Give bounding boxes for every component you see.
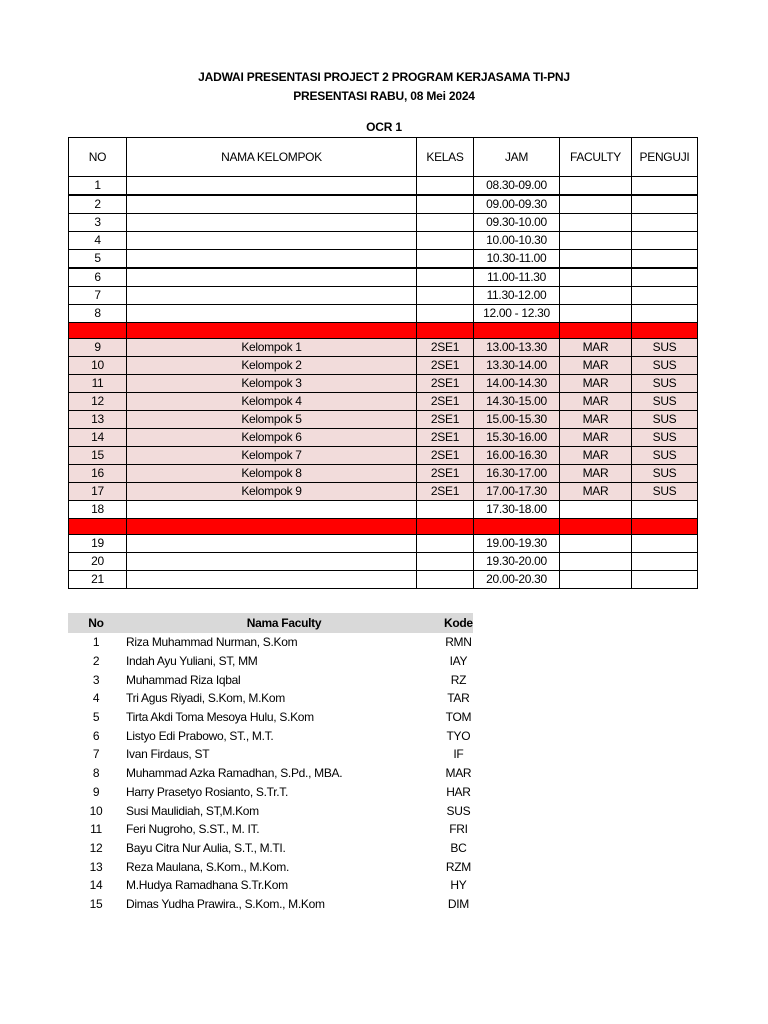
faculty-cell-kode: HY <box>450 878 467 893</box>
cell-no: 19 <box>69 535 127 553</box>
cell-nama: Kelompok 8 <box>127 465 417 483</box>
faculty-cell-nama: Dimas Yudha Prawira., S.Kom., M.Kom <box>126 896 325 911</box>
cell-nama <box>127 305 417 323</box>
cell-nama: Kelompok 2 <box>127 357 417 375</box>
schedule-row <box>69 501 698 519</box>
faculty-cell-kode: BC <box>450 840 467 855</box>
break-cell <box>127 519 417 535</box>
faculty-cell-kode: MAR <box>445 766 472 781</box>
cell-no: 13 <box>69 411 127 429</box>
cell-no: 11 <box>69 375 127 393</box>
break-cell <box>632 519 698 535</box>
cell-faculty: MAR <box>560 339 632 357</box>
faculty-cell-nama: Listyo Edi Prabowo, ST., M.T. <box>126 728 274 743</box>
cell-no: 8 <box>69 305 127 323</box>
cell-jam: 16.30-17.00 <box>474 465 560 483</box>
faculty-row <box>68 745 473 764</box>
cell-faculty <box>560 571 632 589</box>
cell-penguji: SUS <box>632 465 698 483</box>
cell-jam: 12.00 - 12.30 <box>474 305 560 323</box>
cell-nama: Kelompok 5 <box>127 411 417 429</box>
cell-nama: Kelompok 7 <box>127 447 417 465</box>
cell-nama <box>127 553 417 571</box>
faculty-row <box>68 801 473 820</box>
cell-penguji: SUS <box>632 375 698 393</box>
faculty-cell-no: 11 <box>90 822 102 837</box>
cell-jam: 11.00-11.30 <box>474 268 560 287</box>
faculty-cell-nama: Indah Ayu Yuliani, ST, MM <box>126 654 258 669</box>
cell-nama <box>127 195 417 214</box>
faculty-cell-kode: RMN <box>445 635 472 650</box>
faculty-cell-kode: RZM <box>445 859 471 874</box>
faculty-row <box>68 839 473 858</box>
cell-jam: 10.00-10.30 <box>474 232 560 250</box>
cell-kelas <box>417 553 474 571</box>
fac-col-header-kode: Kode <box>444 613 473 633</box>
schedule-row <box>69 268 698 287</box>
cell-nama <box>127 571 417 589</box>
cell-penguji <box>632 501 698 519</box>
cell-jam: 19.30-20.00 <box>474 553 560 571</box>
schedule-row <box>69 287 698 305</box>
schedule-row <box>69 232 698 250</box>
cell-faculty <box>560 177 632 196</box>
cell-jam: 08.30-09.00 <box>474 177 560 196</box>
cell-kelas: 2SE1 <box>417 357 474 375</box>
cell-no: 12 <box>69 393 127 411</box>
faculty-body <box>68 633 473 913</box>
schedule-row <box>69 339 698 357</box>
schedule-row <box>69 375 698 393</box>
fac-col-header-nama: Nama Faculty <box>124 613 444 633</box>
break-cell <box>417 323 474 339</box>
cell-kelas: 2SE1 <box>417 465 474 483</box>
cell-jam: 13.00-13.30 <box>474 339 560 357</box>
faculty-cell-nama: Bayu Citra Nur Aulia, S.T., M.TI. <box>126 840 286 855</box>
faculty-cell-nama: Harry Prasetyo Rosianto, S.Tr.T. <box>126 784 289 799</box>
cell-nama: Kelompok 9 <box>127 483 417 501</box>
cell-jam: 09.30-10.00 <box>474 214 560 232</box>
cell-no: 10 <box>69 357 127 375</box>
col-header-nama-kelompok: NAMA KELOMPOK <box>127 138 417 177</box>
cell-faculty <box>560 250 632 269</box>
faculty-cell-no: 14 <box>89 878 103 893</box>
cell-no: 16 <box>69 465 127 483</box>
faculty-row <box>68 689 473 708</box>
faculty-cell-no: 4 <box>92 691 100 706</box>
cell-kelas: 2SE1 <box>417 375 474 393</box>
cell-nama <box>127 287 417 305</box>
faculty-cell-kode: TAR <box>447 691 470 706</box>
faculty-cell-no: 2 <box>92 654 100 669</box>
cell-penguji: SUS <box>632 429 698 447</box>
faculty-row <box>68 652 473 671</box>
cell-no: 18 <box>69 501 127 519</box>
cell-no: 2 <box>69 195 127 214</box>
cell-nama <box>127 250 417 269</box>
section-label: OCR 1 <box>366 120 402 134</box>
cell-kelas: 2SE1 <box>417 447 474 465</box>
cell-nama: Kelompok 1 <box>127 339 417 357</box>
schedule-row <box>69 195 698 214</box>
cell-nama <box>127 232 417 250</box>
cell-penguji: SUS <box>632 447 698 465</box>
cell-no: 17 <box>69 483 127 501</box>
faculty-cell-no: 15 <box>89 896 103 911</box>
cell-faculty: MAR <box>560 375 632 393</box>
cell-kelas <box>417 214 474 232</box>
cell-kelas <box>417 305 474 323</box>
cell-penguji <box>632 571 698 589</box>
faculty-cell-kode: FRI <box>449 822 468 837</box>
faculty-cell-nama: Susi Maulidiah, ST,M.Kom <box>126 803 259 818</box>
break-cell <box>632 323 698 339</box>
cell-faculty <box>560 268 632 287</box>
cell-nama <box>127 177 417 196</box>
faculty-cell-kode: HAR <box>446 784 471 799</box>
cell-jam: 17.30-18.00 <box>474 501 560 519</box>
break-cell <box>474 519 560 535</box>
faculty-cell-nama: Feri Nugroho, S.ST., M. IT. <box>126 822 260 837</box>
cell-jam: 15.00-15.30 <box>474 411 560 429</box>
col-header-faculty: FACULTY <box>560 138 632 177</box>
cell-no: 3 <box>69 214 127 232</box>
cell-kelas <box>417 501 474 519</box>
faculty-cell-no: 8 <box>92 766 100 781</box>
cell-jam: 19.00-19.30 <box>474 535 560 553</box>
cell-kelas: 2SE1 <box>417 339 474 357</box>
faculty-row <box>68 708 473 727</box>
cell-jam: 10.30-11.00 <box>474 250 560 269</box>
schedule-row <box>69 553 698 571</box>
cell-no: 20 <box>69 553 127 571</box>
cell-faculty: MAR <box>560 429 632 447</box>
schedule-row <box>69 214 698 232</box>
faculty-cell-nama: Muhammad Riza Iqbal <box>126 672 241 687</box>
schedule-row <box>69 483 698 501</box>
cell-nama <box>127 501 417 519</box>
cell-faculty: MAR <box>560 411 632 429</box>
cell-nama <box>127 214 417 232</box>
faculty-cell-nama: Tri Agus Riyadi, S.Kom, M.Kom <box>126 691 285 706</box>
break-cell <box>69 323 127 339</box>
faculty-cell-kode: TOM <box>445 710 472 725</box>
faculty-cell-no: 10 <box>89 803 103 818</box>
schedule-row <box>69 411 698 429</box>
cell-penguji: SUS <box>632 483 698 501</box>
break-cell <box>560 323 632 339</box>
cell-no: 9 <box>69 339 127 357</box>
break-cell <box>417 519 474 535</box>
cell-penguji <box>632 287 698 305</box>
faculty-row <box>68 633 473 652</box>
faculty-cell-nama: M.Hudya Ramadhana S.Tr.Kom <box>126 878 288 893</box>
cell-kelas: 2SE1 <box>417 411 474 429</box>
faculty-cell-nama: Tirta Akdi Toma Mesoya Hulu, S.Kom <box>126 710 314 725</box>
cell-jam: 14.30-15.00 <box>474 393 560 411</box>
faculty-cell-no: 5 <box>92 710 100 725</box>
fac-col-header-no: No <box>68 613 124 633</box>
faculty-row <box>68 876 473 895</box>
cell-kelas <box>417 250 474 269</box>
cell-penguji <box>632 195 698 214</box>
cell-penguji <box>632 535 698 553</box>
cell-kelas <box>417 195 474 214</box>
cell-penguji: SUS <box>632 393 698 411</box>
cell-penguji <box>632 250 698 269</box>
faculty-cell-no: 3 <box>92 672 100 687</box>
cell-faculty <box>560 287 632 305</box>
col-header-kelas: KELAS <box>417 138 474 177</box>
faculty-row <box>68 670 473 689</box>
cell-penguji <box>632 214 698 232</box>
schedule-row <box>69 177 698 196</box>
cell-faculty: MAR <box>560 483 632 501</box>
faculty-row <box>68 895 473 914</box>
cell-kelas <box>417 571 474 589</box>
cell-faculty: MAR <box>560 447 632 465</box>
break-row <box>69 519 698 535</box>
cell-penguji: SUS <box>632 339 698 357</box>
faculty-cell-kode: RZ <box>450 672 467 687</box>
cell-faculty <box>560 232 632 250</box>
cell-penguji: SUS <box>632 411 698 429</box>
cell-kelas: 2SE1 <box>417 483 474 501</box>
cell-faculty <box>560 535 632 553</box>
faculty-cell-kode: IF <box>453 747 464 762</box>
schedule-row <box>69 447 698 465</box>
cell-jam: 14.00-14.30 <box>474 375 560 393</box>
break-row <box>69 323 698 339</box>
cell-penguji <box>632 268 698 287</box>
cell-nama: Kelompok 4 <box>127 393 417 411</box>
cell-penguji <box>632 232 698 250</box>
faculty-cell-no: 9 <box>92 784 100 799</box>
faculty-cell-no: 13 <box>89 859 103 874</box>
cell-kelas <box>417 232 474 250</box>
schedule-row <box>69 571 698 589</box>
faculty-cell-no: 12 <box>89 840 103 855</box>
faculty-row <box>68 764 473 783</box>
cell-jam: 13.30-14.00 <box>474 357 560 375</box>
cell-penguji <box>632 553 698 571</box>
cell-no: 5 <box>69 250 127 269</box>
col-header-jam: JAM <box>474 138 560 177</box>
cell-nama <box>127 535 417 553</box>
schedule-row <box>69 465 698 483</box>
cell-jam: 11.30-12.00 <box>474 287 560 305</box>
cell-no: 15 <box>69 447 127 465</box>
break-cell <box>560 519 632 535</box>
faculty-cell-nama: Muhammad Azka Ramadhan, S.Pd., MBA. <box>126 766 343 781</box>
cell-no: 1 <box>69 177 127 196</box>
cell-penguji <box>632 305 698 323</box>
schedule-row <box>69 429 698 447</box>
faculty-cell-no: 6 <box>92 728 100 743</box>
faculty-cell-nama: Reza Maulana, S.Kom., M.Kom. <box>126 859 289 874</box>
schedule-row <box>69 250 698 269</box>
cell-penguji: SUS <box>632 357 698 375</box>
faculty-cell-kode: IAY <box>449 654 468 669</box>
cell-no: 14 <box>69 429 127 447</box>
break-cell <box>127 323 417 339</box>
faculty-cell-nama: Ivan Firdaus, ST <box>126 747 210 762</box>
cell-nama <box>127 268 417 287</box>
schedule-table <box>68 137 698 589</box>
faculty-header-row <box>68 613 473 633</box>
schedule-body <box>69 177 698 589</box>
cell-jam: 17.00-17.30 <box>474 483 560 501</box>
cell-faculty: MAR <box>560 393 632 411</box>
faculty-cell-kode: DIM <box>447 896 469 911</box>
document-subtitle: PRESENTASI RABU, 08 Mei 2024 <box>293 89 475 103</box>
cell-faculty <box>560 553 632 571</box>
cell-kelas: 2SE1 <box>417 429 474 447</box>
cell-faculty: MAR <box>560 357 632 375</box>
faculty-row <box>68 783 473 802</box>
faculty-table <box>68 613 473 913</box>
cell-faculty <box>560 305 632 323</box>
cell-jam: 20.00-20.30 <box>474 571 560 589</box>
schedule-header-row <box>69 138 698 177</box>
cell-kelas <box>417 535 474 553</box>
cell-jam: 16.00-16.30 <box>474 447 560 465</box>
faculty-cell-kode: TYO <box>446 728 471 743</box>
schedule-row <box>69 393 698 411</box>
cell-nama: Kelompok 6 <box>127 429 417 447</box>
cell-jam: 15.30-16.00 <box>474 429 560 447</box>
cell-penguji <box>632 177 698 196</box>
break-cell <box>69 519 127 535</box>
cell-jam: 09.00-09.30 <box>474 195 560 214</box>
cell-faculty <box>560 195 632 214</box>
faculty-cell-no: 1 <box>92 635 100 650</box>
break-cell <box>474 323 560 339</box>
cell-no: 21 <box>69 571 127 589</box>
cell-no: 7 <box>69 287 127 305</box>
cell-kelas <box>417 177 474 196</box>
cell-faculty <box>560 501 632 519</box>
cell-kelas <box>417 287 474 305</box>
faculty-row <box>68 726 473 745</box>
faculty-cell-no: 7 <box>92 747 100 762</box>
faculty-row <box>68 857 473 876</box>
schedule-row <box>69 535 698 553</box>
col-header-penguji: PENGUJI <box>632 138 698 177</box>
cell-nama: Kelompok 3 <box>127 375 417 393</box>
faculty-row <box>68 820 473 839</box>
document-title: JADWAI PRESENTASI PROJECT 2 PROGRAM KERJASAMA TI-PNJ <box>198 70 570 84</box>
cell-kelas: 2SE1 <box>417 393 474 411</box>
faculty-cell-kode: SUS <box>446 803 471 818</box>
cell-kelas <box>417 268 474 287</box>
cell-faculty: MAR <box>560 465 632 483</box>
faculty-cell-nama: Riza Muhammad Nurman, S.Kom <box>126 635 298 650</box>
cell-no: 4 <box>69 232 127 250</box>
schedule-row <box>69 357 698 375</box>
cell-faculty <box>560 214 632 232</box>
col-header-no: NO <box>69 138 127 177</box>
cell-no: 6 <box>69 268 127 287</box>
schedule-row <box>69 305 698 323</box>
